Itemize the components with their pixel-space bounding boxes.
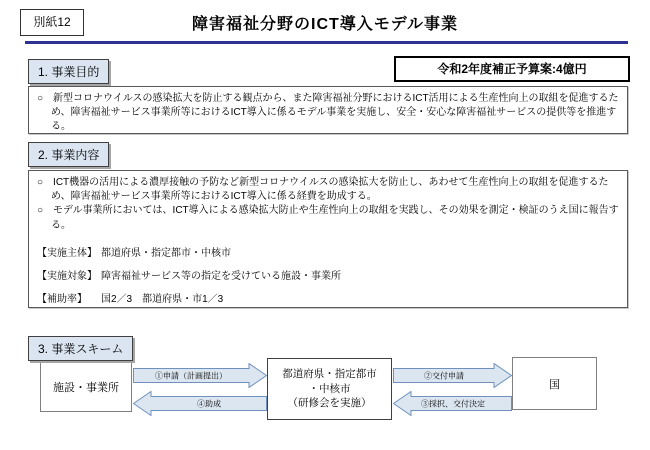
scheme-diagram [0, 355, 650, 435]
section2-content-box [28, 170, 628, 308]
detail-row-implementing-body [37, 247, 619, 261]
page-title: 障害福祉分野のICT導入モデル事業 [192, 16, 458, 33]
scheme-box-prefecture-line: 都道府県・指定都市 [282, 367, 377, 380]
section2-heading: 2. 事業内容 [28, 142, 109, 167]
scheme-box-prefecture [267, 358, 392, 420]
section1-content-box [28, 86, 628, 134]
scheme-box-prefecture-line: （研修会を実施） [287, 397, 372, 410]
budget-box: 令和2年度補正予算案:4億円 [394, 56, 630, 82]
scheme-box-facility: 施設・事業所 [40, 362, 132, 412]
detail-label: 【実施主体】 [37, 247, 97, 259]
detail-value: 都道府県・指定都市・中核市 [101, 247, 231, 259]
arrow-grant-application-label: ②交付申請 [424, 371, 464, 381]
detail-label: 【実施対象】 [37, 270, 97, 282]
arrow-subsidy-label: ④助成 [197, 399, 221, 409]
section2-bullet: ○ ICT機器の活用による濃厚接触の予防など新型コロナウイルスの感染拡大を防止し、あわせて生産性向上の取組を促進するため、障害福祉サービス事業所等におけるICT導入に係る経費を助成する。 [37, 177, 609, 203]
section2-bullet: ○ モデル事業所においては、ICT導入による感染拡大防止や生産性向上の取組を実践し、その効果を測定・検証のうえ国に報告する。 [37, 205, 619, 231]
arrow-grant-decision-icon [393, 391, 512, 416]
detail-label: 【補助率】 [37, 294, 87, 306]
scheme-box-nation: 国 [512, 357, 597, 410]
attachment-tag: 別紙12 [20, 9, 84, 36]
title-divider [25, 41, 628, 44]
detail-row-subsidy-rate [37, 293, 619, 307]
section3-heading: 3. 事業スキーム [28, 336, 133, 361]
section1-bullet: ○ 新型コロナウイルスの感染拡大を防止する観点から、また障害福祉分野におけるICT活用による生産性向上の取組を促進するため、障害福祉サービス事業所等におけるICT導入に係るモデル事業を実施し、安全・安心な障害福祉サービスの提供等を推進する。 [37, 93, 619, 133]
section1-heading: 1. 事業目的 [28, 59, 109, 84]
detail-value: 国2／3 都道府県・市1／3 [101, 294, 224, 306]
arrow-application-label: ①申請（計画提出） [155, 371, 227, 381]
arrow-application-icon [133, 363, 267, 388]
arrow-grant-decision-label: ③採択、交付決定 [421, 399, 485, 409]
arrow-subsidy-icon [133, 391, 267, 416]
scheme-box-prefecture-line: ・中核市 [308, 382, 351, 395]
arrow-grant-application-icon [393, 363, 512, 388]
detail-row-target [37, 270, 619, 284]
detail-value: 障害福祉サービス等の指定を受けている施設・事業所 [101, 270, 341, 282]
